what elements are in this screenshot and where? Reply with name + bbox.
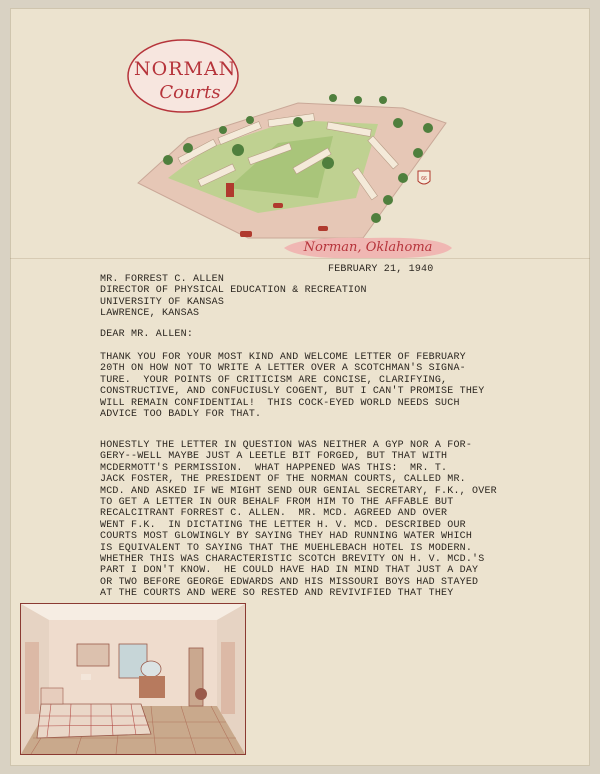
body-line: AT THE COURTS AND WERE SO RESTED AND REVIVIFIED THAT THEY [100, 588, 454, 600]
paragraph-2 [100, 440, 497, 600]
body-line: TO GET A LETTER IN OUR BEHALF FROM HIM TO THE AFFABLE BUT [100, 497, 454, 509]
body-line: MCDERMOTT'S PERMISSION. WHAT HAPPENED WAS THIS: MR. T. [100, 462, 448, 474]
body-line: GERY--WELL MAYBE JUST A LEETLE BIT FORGED, BUT THAT WITH [100, 451, 448, 463]
address-line: MR. FORREST C. ALLEN [100, 274, 225, 285]
body-line: PART I DON'T KNOW. HE COULD HAVE HAD IN MIND THAT JUST A DAY [100, 565, 479, 577]
body-line: IS EQUIVALENT TO SAYING THAT THE MUEHLEBACH HOTEL IS MODERN. [100, 542, 473, 554]
body-line: 20TH ON HOW NOT TO WRITE A LETTER OVER A SCOTCHMAN'S SIGNA- [100, 363, 466, 375]
letter-page [10, 8, 590, 766]
logo-title: NORMAN [134, 58, 237, 80]
paragraph-1 [100, 352, 484, 420]
recipient-address [100, 274, 367, 320]
address-line: LAWRENCE, KANSAS [100, 308, 200, 320]
body-line: WHETHER THIS WAS CHARACTERISTIC SCOTCH BREVITY ON H. V. MCD.'S [100, 554, 485, 566]
location-text: Norman, Oklahoma [303, 240, 433, 255]
svg-text:66: 66 [421, 176, 427, 182]
body-line: COURTS MOST GLOWINGLY BY SAYING THEY HAD RUNNING WATER WHICH [100, 531, 473, 543]
body-line: THANK YOU FOR YOUR MOST KIND AND WELCOME LETTER OF FEBRUARY [100, 352, 466, 363]
body-line: WENT F.K. IN DICTATING THE LETTER H. V. MCD. DESCRIBED OUR [100, 519, 466, 531]
body-line: CONSTRUCTIVE, AND CONFUCIUSLY COGENT, BUT I CAN'T PROMISE THEY [100, 386, 485, 398]
room-illustration [20, 603, 246, 755]
letter-date: FEBRUARY 21, 1940 [328, 264, 434, 275]
route-66-shield-icon [418, 171, 430, 184]
body-line: JACK FOSTER, THE PRESIDENT OF THE NORMAN COURTS, CALLED MR. [100, 474, 466, 486]
body-line: HONESTLY THE LETTER IN QUESTION WAS NEITHER A GYP NOR A FOR- [100, 440, 473, 451]
body-line: OR TWO BEFORE GEORGE EDWARDS AND HIS MISSOURI BOYS HAD STAYED [100, 576, 479, 588]
norman-courts-logo [126, 38, 240, 114]
body-line: TURE. YOUR POINTS OF CRITICISM ARE CONCISE, CLARIFYING, [100, 374, 448, 386]
body-line: ADVICE TOO BADLY FOR THAT. [100, 409, 262, 421]
location-banner [280, 234, 456, 262]
address-line: DIRECTOR OF PHYSICAL EDUCATION & RECREATION [100, 285, 367, 297]
salutation: DEAR MR. ALLEN: [100, 329, 194, 340]
body-line: RECALCITRANT FORREST C. ALLEN. MR. MCD. AGREED AND OVER [100, 508, 448, 520]
logo-script: Courts [159, 82, 221, 103]
address-line: UNIVERSITY OF KANSAS [100, 296, 225, 308]
body-line: WILL REMAIN CONFIDENTIAL! THIS COCK-EYED WORLD NEEDS SUCH [100, 397, 460, 409]
body-line: MCD. AND ASKED IF WE MIGHT SEND OUR GENIAL SECRETARY, F.K., OVER [100, 485, 497, 497]
